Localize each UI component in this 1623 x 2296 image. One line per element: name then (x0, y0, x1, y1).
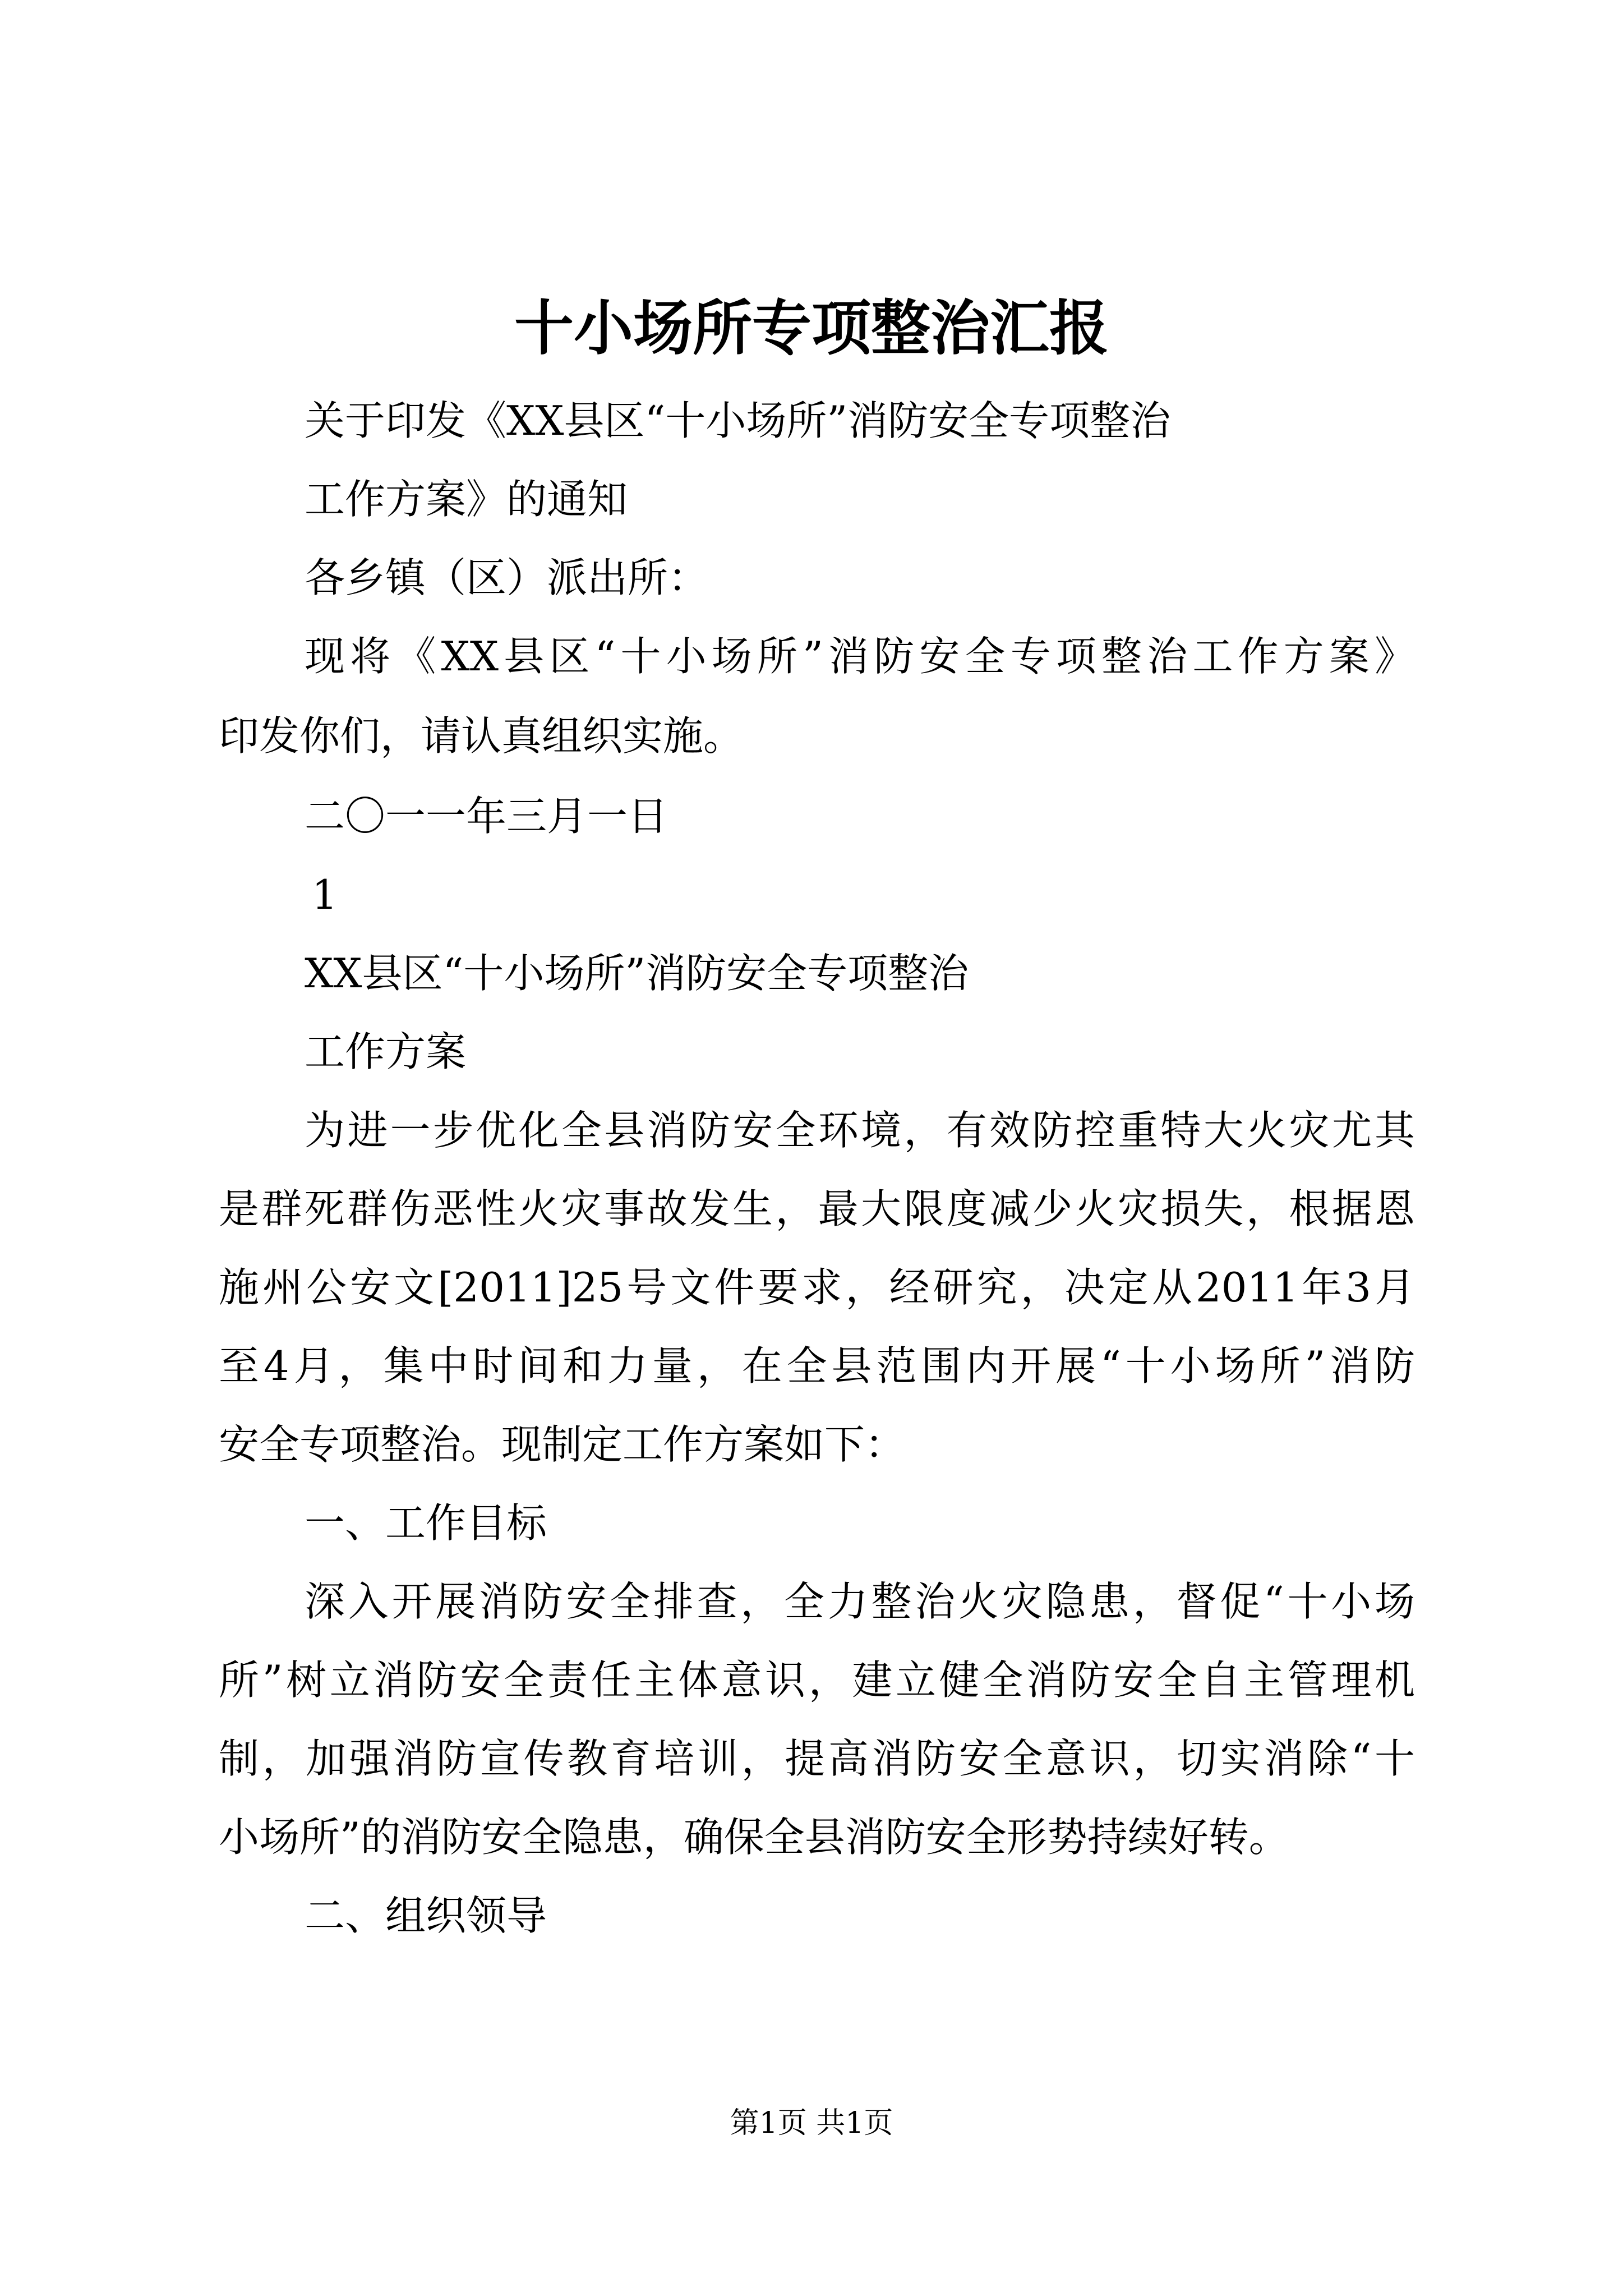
paragraph-line: 至4月，集中时间和力量，在全县范围内开展“十小场所”消防 (219, 1342, 1415, 1389)
paragraph-line: 各乡镇（区）派出所： (305, 554, 709, 601)
paragraph-line: 关于印发《XX县区“十小场所”消防安全专项整治 (305, 397, 1171, 444)
paragraph-line: 现将《XX县区“十小场所”消防安全专项整治工作方案》 (305, 633, 1415, 680)
page-marker: 1 (312, 871, 338, 918)
section-heading: 二、组织领导 (305, 1892, 547, 1939)
paragraph-line: 深入开展消防安全排查，全力整治火灾隐患，督促“十小场 (305, 1578, 1415, 1625)
page-footer: 第1页 共1页 (730, 2106, 893, 2140)
paragraph-line: 工作方案》的通知 (305, 476, 628, 523)
paragraph-line: 小场所”的消防安全隐患，确保全县消防安全形势持续好转。 (219, 1814, 1289, 1861)
paragraph-line: 安全专项整治。现制定工作方案如下： (219, 1421, 906, 1468)
section-heading: 工作方案 (305, 1028, 467, 1075)
paragraph-line: 施州公安文[2011]25号文件要求，经研究，决定从2011年3月 (219, 1264, 1415, 1311)
document-title: 十小场所专项整治汇报 (514, 293, 1109, 363)
paragraph-line: 制，加强消防宣传教育培训，提高消防安全意识，切实消除“十 (219, 1735, 1415, 1782)
paragraph-line: 所”树立消防安全责任主体意识，建立健全消防安全自主管理机 (219, 1657, 1415, 1704)
section-heading: XX县区“十小场所”消防安全专项整治 (305, 950, 969, 997)
paragraph-line: 印发你们，请认真组织实施。 (219, 712, 744, 760)
paragraph-line: 是群死群伤恶性火灾事故发生，最大限度减少火灾损失，根据恩 (219, 1185, 1415, 1232)
date-line: 二〇一一年三月一日 (305, 793, 668, 840)
paragraph-line: 为进一步优化全县消防安全环境，有效防控重特大火灾尤其 (305, 1107, 1415, 1154)
section-heading: 一、工作目标 (305, 1499, 547, 1547)
